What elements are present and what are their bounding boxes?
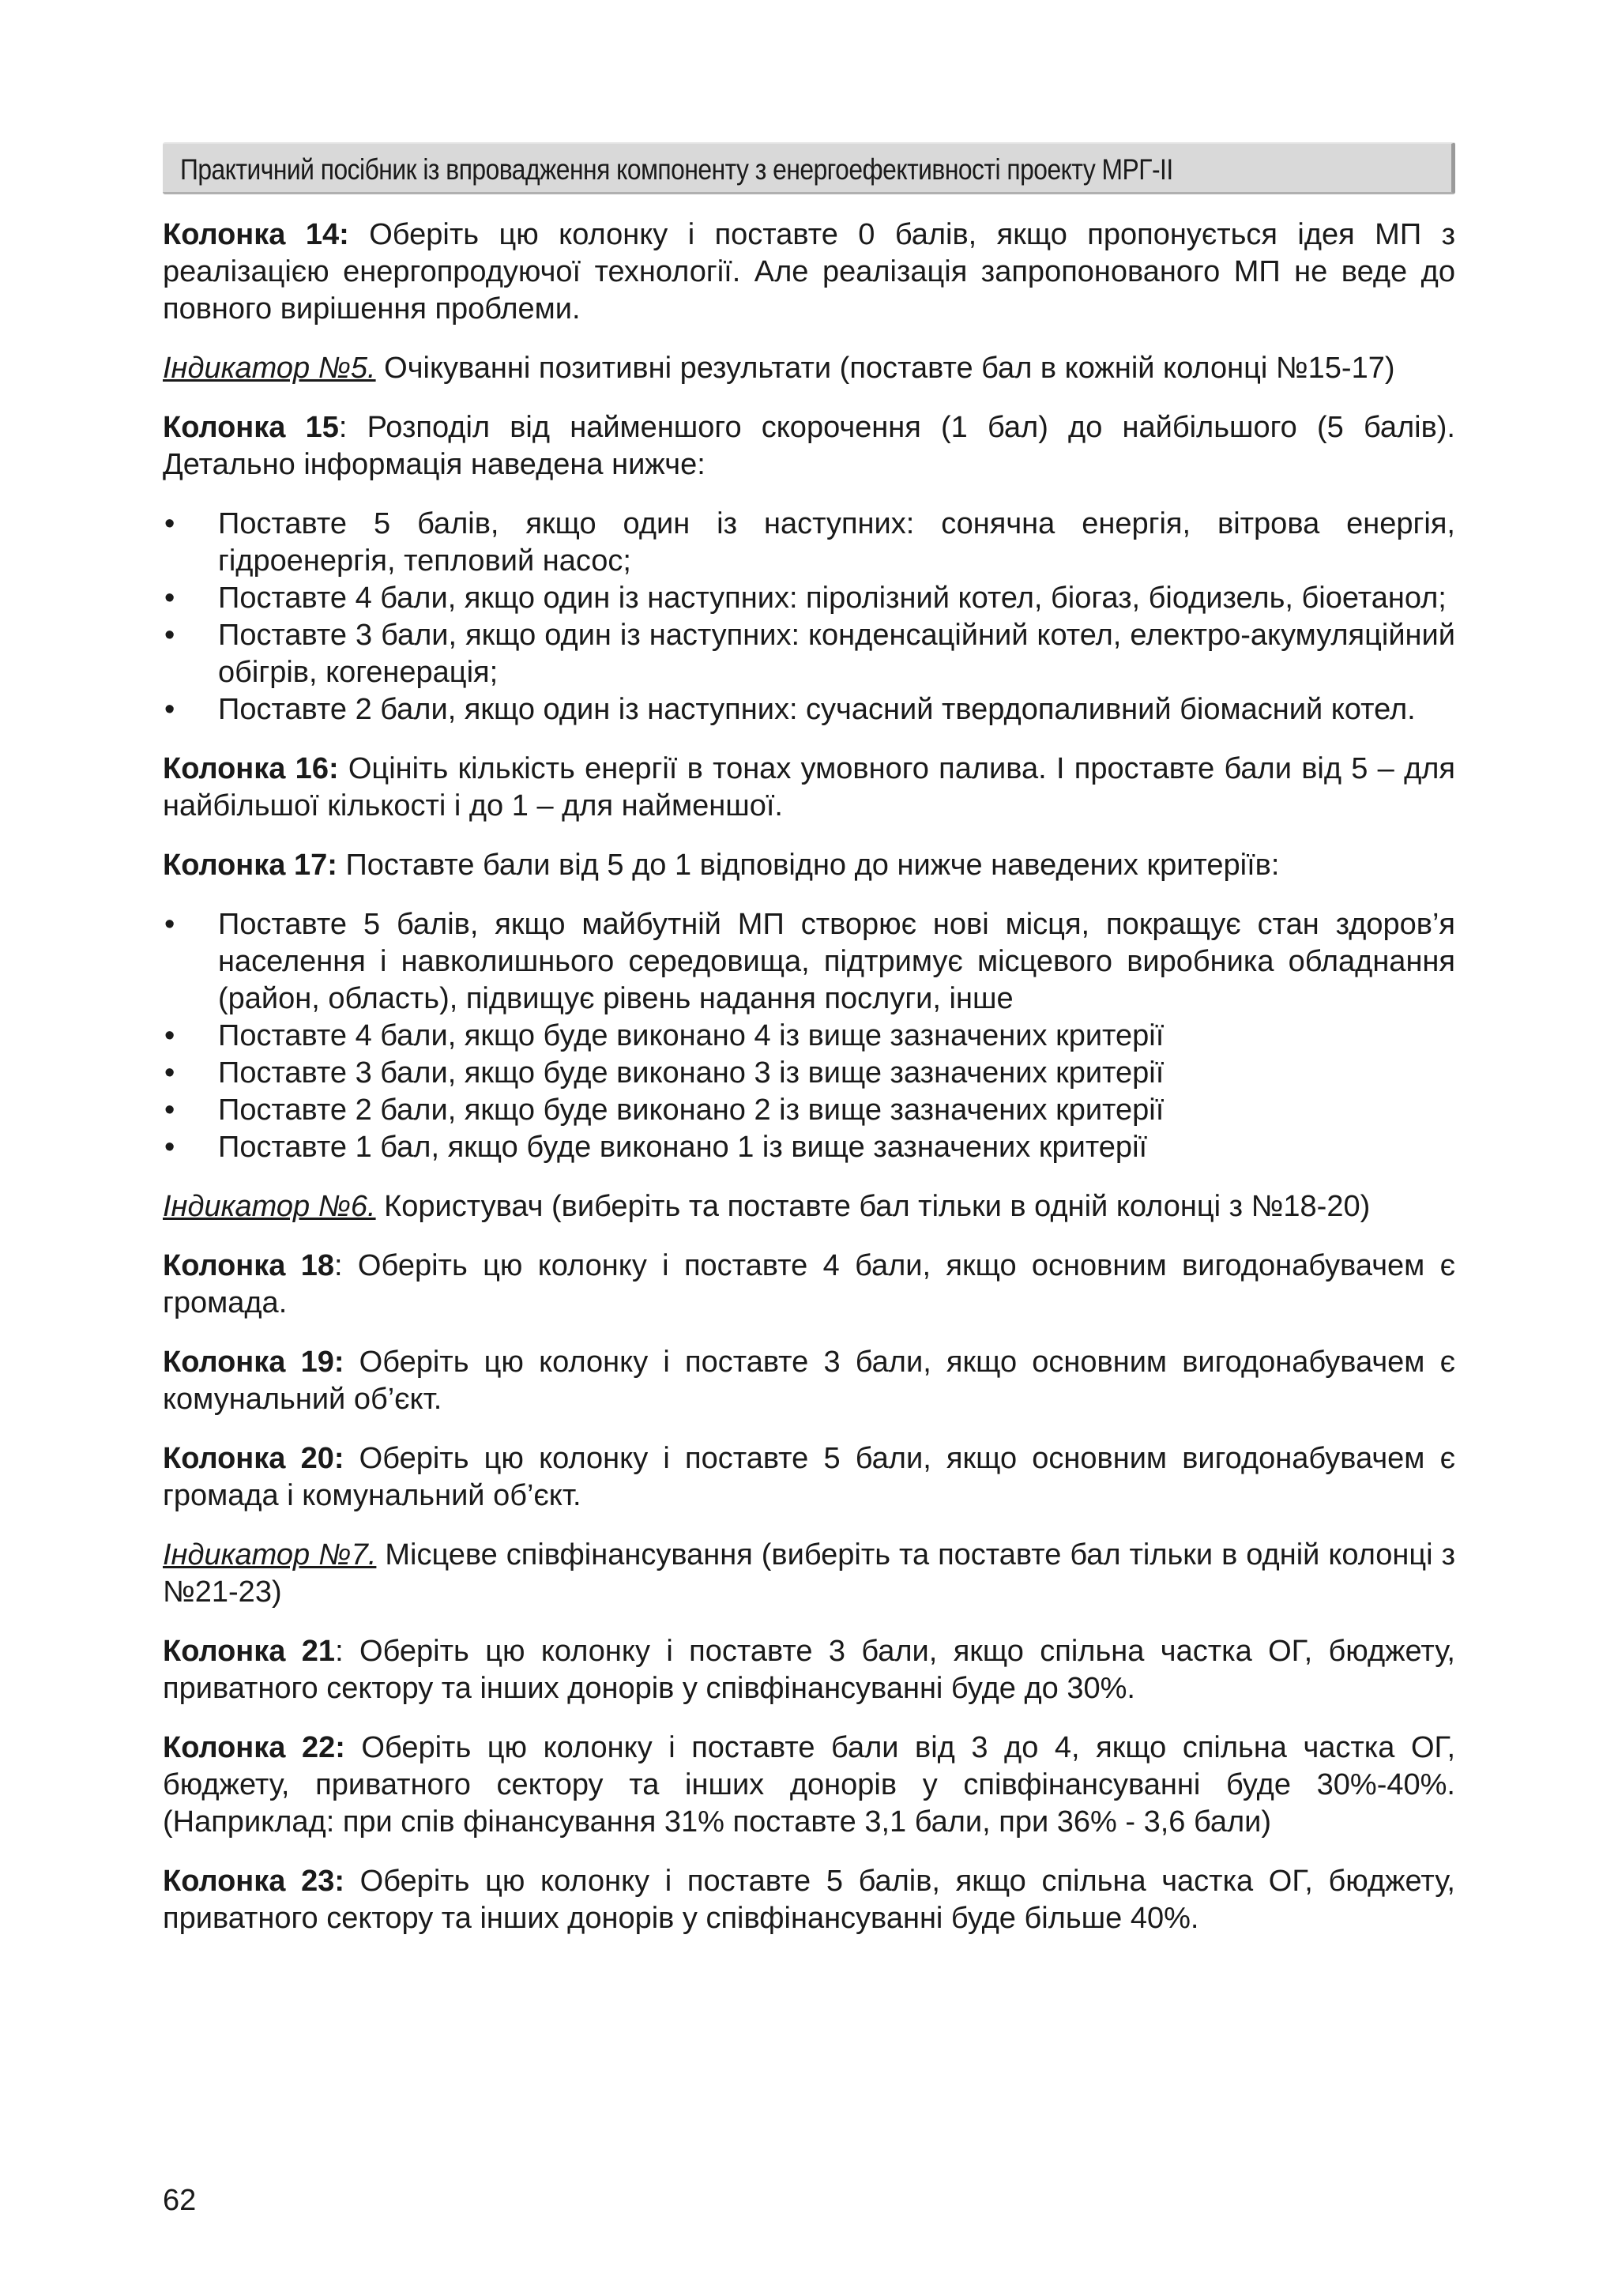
list-item-text: Поставте 4 бали, якщо один із наступних: піролізний котел, біогаз, біодизель, біоетанол; xyxy=(218,582,1447,615)
column-18-text: : Оберіть цю колонку і поставте 4 бали, якщо основним вигодонабувачем є громада. xyxy=(163,1249,1455,1319)
bullet-icon: • xyxy=(164,1056,175,1090)
list-item xyxy=(163,1055,1455,1092)
indicator-6-text: Користувач (виберіть та поставте бал тільки в одній колонці з №18-20) xyxy=(375,1190,1371,1223)
paragraph-column-16 xyxy=(163,751,1455,825)
bullet-icon: • xyxy=(164,693,175,726)
column-17-label: Колонка 17: xyxy=(163,849,337,882)
paragraph-column-14 xyxy=(163,216,1455,328)
paragraph-indicator-7 xyxy=(163,1537,1455,1611)
column-20-text: Оберіть цю колонку і поставте 5 бали, якщо основним вигодонабувачем є громада і комунальний об’єкт. xyxy=(163,1442,1455,1512)
bullet-icon: • xyxy=(164,582,175,615)
bullet-icon: • xyxy=(164,1093,175,1127)
column-22-label: Колонка 22: xyxy=(163,1731,345,1764)
header-title: Практичний посібник із впровадження компоненту з енергоефективності проекту МРГ-ІІ xyxy=(180,153,1173,186)
column-15-label: Колонка 15 xyxy=(163,411,339,444)
page-number: 62 xyxy=(163,2184,197,2217)
paragraph-column-21 xyxy=(163,1633,1455,1707)
column-21-label: Колонка 21 xyxy=(163,1635,336,1668)
column-21-text: : Оберіть цю колонку і поставте 3 бали, якщо спільна частка ОГ, бюджету, приватного сектору та інших донорів у співфінансуванні буде до 30%. xyxy=(163,1635,1455,1705)
paragraph-column-22 xyxy=(163,1730,1455,1841)
list-item xyxy=(163,506,1455,580)
column-15-bullet-list xyxy=(163,506,1455,728)
paragraph-column-23 xyxy=(163,1863,1455,1937)
column-18-label: Колонка 18 xyxy=(163,1249,335,1282)
bullet-icon: • xyxy=(164,1131,175,1164)
list-item-text: Поставте 3 бали, якщо буде виконано 3 із вище зазначених критерії xyxy=(218,1056,1165,1090)
bullet-icon: • xyxy=(164,507,175,540)
indicator-5-label: Індикатор №5. xyxy=(163,352,376,385)
paragraph-column-17 xyxy=(163,847,1455,884)
list-item-text: Поставте 4 бали, якщо буде виконано 4 із вище зазначених критерії xyxy=(218,1019,1165,1052)
column-15-text: : Розподіл від найменшого скорочення (1 бал) до найбільшого (5 балів). Детально інформація наведена нижче: xyxy=(163,411,1455,481)
column-19-text: Оберіть цю колонку і поставте 3 бали, якщо основним вигодонабувачем є комунальний об’єкт. xyxy=(163,1346,1455,1416)
list-item xyxy=(163,617,1455,691)
list-item xyxy=(163,691,1455,728)
indicator-6-label: Індикатор №6. xyxy=(163,1190,376,1223)
main-content xyxy=(163,216,1455,1959)
list-item xyxy=(163,1092,1455,1129)
paragraph-column-20 xyxy=(163,1440,1455,1515)
column-20-label: Колонка 20: xyxy=(163,1442,344,1475)
list-item-text: Поставте 2 бали, якщо буде виконано 2 із вище зазначених критерії xyxy=(218,1093,1165,1127)
list-item xyxy=(163,1129,1455,1166)
paragraph-column-18 xyxy=(163,1248,1455,1322)
column-16-text: Оцініть кількість енергії в тонах умовного палива. І проставте бали від 5 – для найбільшої кількості і до 1 – для найменшої. xyxy=(163,752,1455,822)
column-16-label: Колонка 16: xyxy=(163,752,339,785)
list-item-text: Поставте 5 балів, якщо майбутній МП створює нові місця, покращує стан здоров’я населення і навколишнього середовища, підтримує місцевого виробника обладнання (район, область), підвищує рівень надання послуги, інше xyxy=(218,908,1455,1015)
paragraph-column-15 xyxy=(163,409,1455,484)
column-22-text: Оберіть цю колонку і поставте бали від 3 до 4, якщо спільна частка ОГ, бюджету, приватного сектору та інших донорів у співфінансуванні буде 30%-40%. (Наприклад: при спів фінансування 31% поставте 3,1 бали, при 36% - 3,6 бали) xyxy=(163,1731,1455,1839)
list-item-text: Поставте 5 балів, якщо один із наступних: сонячна енергія, вітрова енергія, гідроенергія, тепловий насос; xyxy=(218,507,1455,578)
column-23-text: Оберіть цю колонку і поставте 5 балів, якщо спільна частка ОГ, бюджету, приватного сектору та інших донорів у співфінансуванні буде більше 40%. xyxy=(163,1865,1455,1935)
column-19-label: Колонка 19: xyxy=(163,1346,344,1379)
column-14-label: Колонка 14: xyxy=(163,218,349,251)
paragraph-column-19 xyxy=(163,1344,1455,1418)
paragraph-indicator-6 xyxy=(163,1188,1455,1225)
paragraph-indicator-5 xyxy=(163,350,1455,387)
header-bar xyxy=(163,142,1455,194)
list-item xyxy=(163,906,1455,1018)
column-17-text: Поставте бали від 5 до 1 відповідно до нижче наведених критеріїв: xyxy=(337,849,1280,882)
column-17-bullet-list xyxy=(163,906,1455,1166)
list-item-text: Поставте 1 бал, якщо буде виконано 1 із вище зазначених критерії xyxy=(218,1131,1148,1164)
indicator-7-label: Індикатор №7. xyxy=(163,1538,377,1571)
bullet-icon: • xyxy=(164,619,175,652)
list-item xyxy=(163,580,1455,617)
list-item-text: Поставте 2 бали, якщо один із наступних: сучасний твердопаливний біомасний котел. xyxy=(218,693,1416,726)
indicator-7-text: Місцеве співфінансування (виберіть та поставте бал тільки в одній колонці з №21-23) xyxy=(163,1538,1455,1609)
bullet-icon: • xyxy=(164,1019,175,1052)
list-item xyxy=(163,1018,1455,1055)
column-14-text: Оберіть цю колонку і поставте 0 балів, якщо пропонується ідея МП з реалізацією енергопродуючої технології. Але реалізація запропонованого МП не веде до повного вирішення проблеми. xyxy=(163,218,1456,326)
list-item-text: Поставте 3 бали, якщо один із наступних: конденсаційний котел, електро-акумуляційний обігрів, когенерація; xyxy=(218,619,1455,689)
bullet-icon: • xyxy=(164,908,175,941)
indicator-5-text: Очікуванні позитивні результати (поставте бал в кожній колонці №15-17) xyxy=(375,352,1395,385)
column-23-label: Колонка 23: xyxy=(163,1865,344,1898)
